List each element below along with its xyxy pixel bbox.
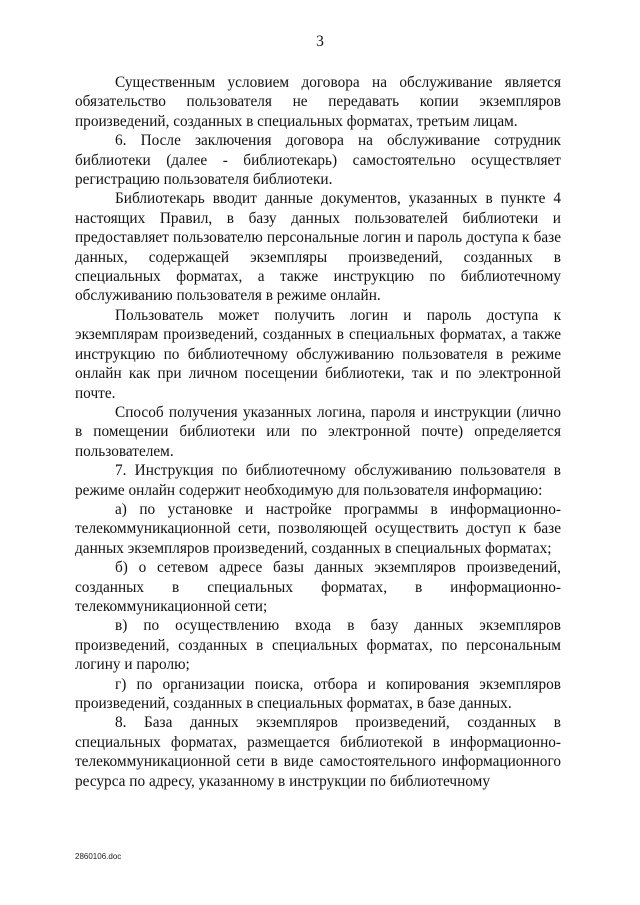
paragraph-item-7a: а) по установке и настройке программы в информационно-телекоммуникационной сети, позволяющей осуществить доступ к базе данных экземпляров произведений, созданных в специальных форматах; — [75, 500, 561, 557]
paragraph-librarian-data-entry: Библиотекарь вводит данные документов, указанных в пункте 4 настоящих Правил, в базу данных пользователей библиотеки и предоставляет пользователю персональные логин и пароль доступа к базе данных, содержащей экземпляры произведений, созданных в специальных форматах, а также инструкцию по библиотечному обслуживанию пользователя в режиме онлайн. — [75, 190, 561, 305]
paragraph-item-7b: б) о сетевом адресе базы данных экземпляров произведений, созданных в специальных форматах, в информационно-телекоммуникационной сети; — [75, 559, 561, 615]
paragraph-item-7: 7. Инструкция по библиотечному обслуживанию пользователя в режиме онлайн содержит необходимую для пользователя информацию: — [75, 462, 561, 499]
paragraph-item-7v: в) по осуществлению входа в базу данных экземпляров произведений, созданных в специальных форматах, по персональным логину и паролю; — [75, 617, 561, 674]
paragraph-method-of-receipt: Способ получения указанных логина, пароля и инструкции (лично в помещении библиотеки или по электронной почте) определяется пользователем. — [75, 403, 561, 460]
document-body — [75, 73, 561, 791]
paragraph-item-6: 6. После заключения договора на обслуживание сотрудник библиотеки (далее - библиотекарь) самостоятельно осуществляет регистрацию пользователя библиотеки. — [75, 132, 561, 189]
paragraph-user-access: Пользователь может получить логин и пароль доступа к экземплярам произведений, созданных в специальных форматах, а также инструкцию по библиотечному обслуживанию пользователя в режиме онлайн как при личном посещении библиотеки, так и по электронной почте. — [75, 306, 561, 402]
paragraph-item-8: 8. База данных экземпляров произведений, созданных в специальных форматах, размещается библиотекой в информационно-телекоммуникационной сети в виде самостоятельного информационного ресурса по адресу, указанному в инструкции по библиотечному — [75, 714, 561, 790]
file-name-footer: 2860106.doc — [75, 852, 122, 861]
page-number: 3 — [316, 33, 324, 50]
paragraph-essential-condition: Существенным условием договора на обслуживание является обязательство пользователя не передавать копии экземпляров произведений, созданных в специальных форматах, третьим лицам. — [75, 74, 561, 130]
paragraph-item-7g: г) по организации поиска, отбора и копирования экземпляров произведений, созданных в специальных форматах, в базе данных. — [75, 675, 561, 712]
